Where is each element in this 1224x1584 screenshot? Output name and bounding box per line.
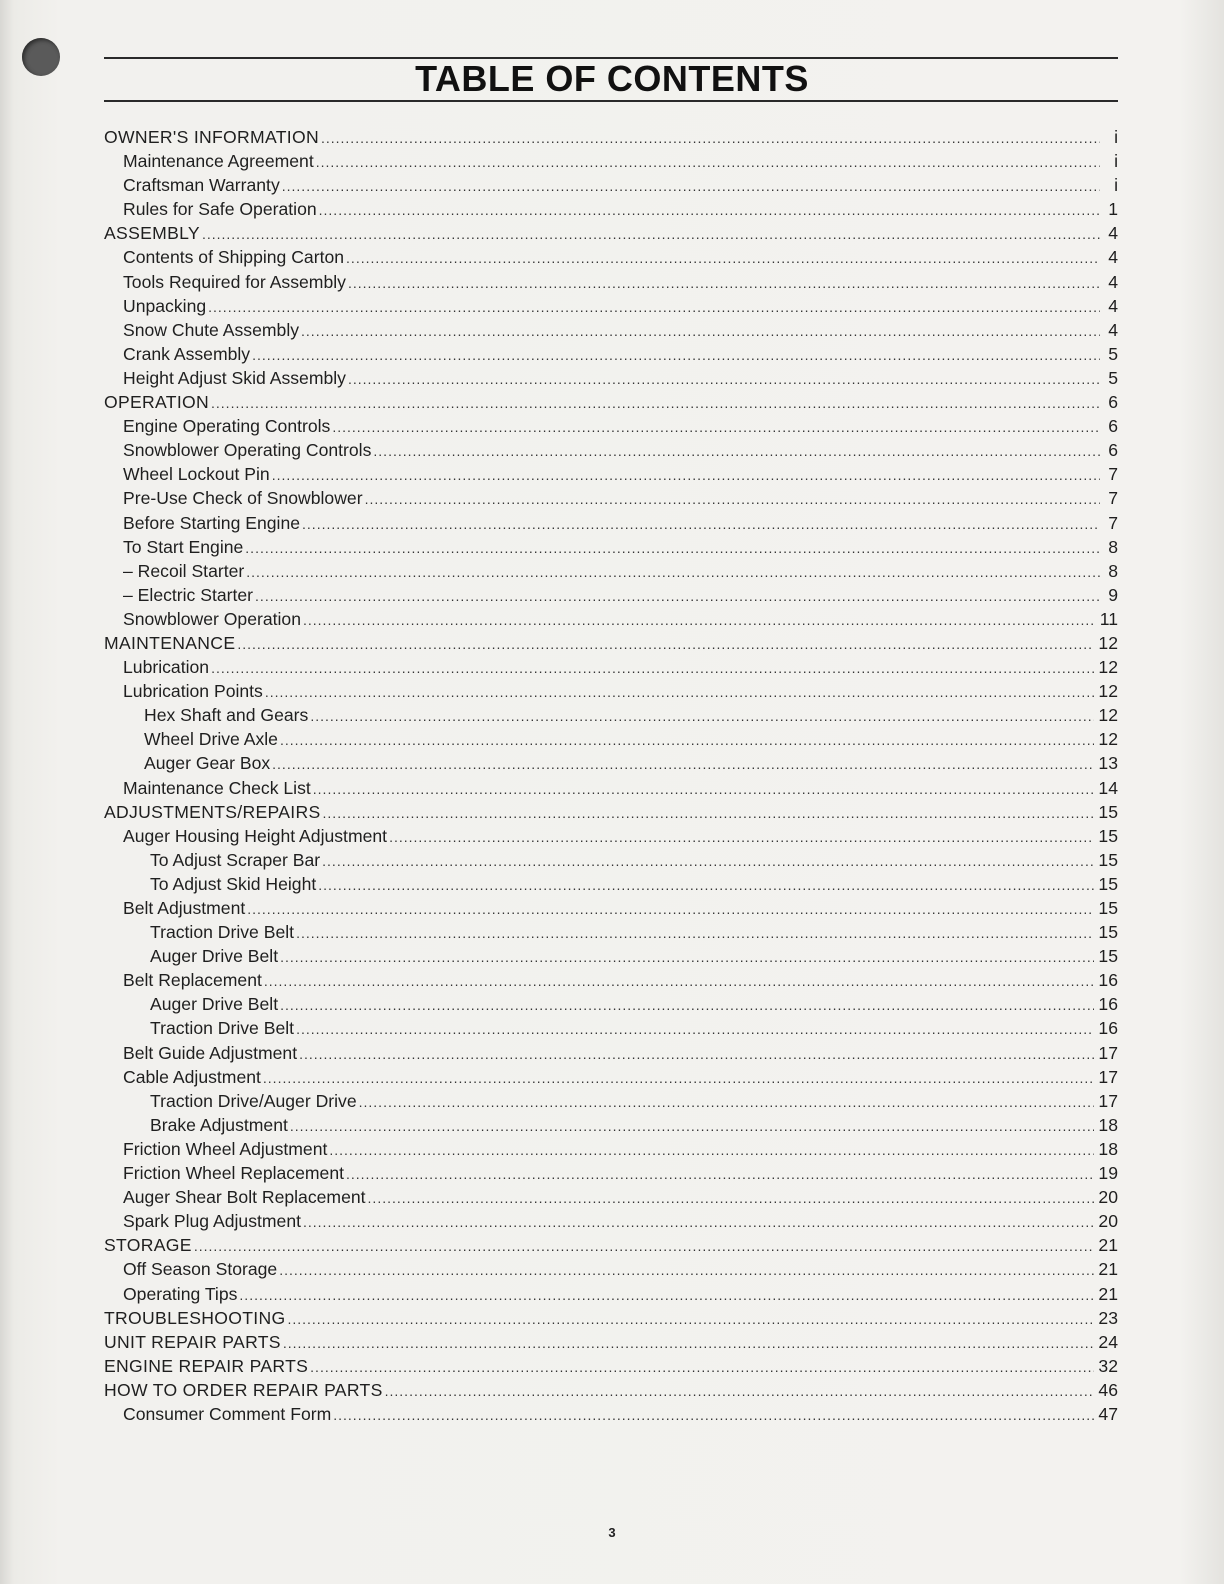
- dot-leader: [237, 632, 1094, 656]
- dot-leader: [272, 463, 1100, 487]
- toc-entry: [104, 703, 1118, 727]
- dot-leader: [299, 1042, 1094, 1066]
- toc-entry-page: i: [1114, 151, 1118, 172]
- toc-entry-page: 12: [1098, 632, 1118, 653]
- toc-entry-label: Pre-Use Check of Snowblower: [123, 488, 363, 509]
- dot-leader: [194, 1234, 1095, 1258]
- toc-entry: [104, 1282, 1118, 1306]
- dot-leader: [321, 126, 1100, 150]
- toc-entry-label: Lubrication: [123, 657, 210, 678]
- toc-entry: [104, 1113, 1118, 1137]
- toc-entry: [104, 583, 1118, 607]
- toc-entry: [104, 511, 1118, 535]
- dot-leader: [333, 1403, 1094, 1427]
- toc-entry: [104, 679, 1118, 703]
- toc-entry-label: Maintenance Check List: [123, 777, 311, 798]
- toc-entry-page: 12: [1098, 705, 1118, 726]
- toc-entry-page: 4: [1108, 271, 1118, 292]
- toc-entry: [104, 438, 1118, 462]
- toc-entry-label: Friction Wheel Adjustment: [123, 1138, 328, 1159]
- toc-entry-page: i: [1114, 127, 1118, 147]
- toc-entry-label: STORAGE: [104, 1235, 192, 1256]
- toc-entry: [104, 992, 1118, 1016]
- toc-entry-label: Hex Shaft and Gears: [144, 705, 309, 726]
- toc-entry-label: HOW TO ORDER REPAIR PARTS: [104, 1379, 383, 1400]
- toc-entry: [104, 462, 1118, 486]
- toc-entry-label: ADJUSTMENTS/REPAIRS: [104, 801, 321, 822]
- toc-entry: [104, 800, 1118, 824]
- dot-leader: [245, 536, 1100, 560]
- toc-entry: [104, 221, 1118, 245]
- toc-entry-page: 20: [1098, 1187, 1118, 1208]
- toc-entry-page: 15: [1098, 898, 1118, 918]
- dot-leader: [319, 198, 1100, 222]
- toc-entry-label: Traction Drive Belt: [150, 1018, 295, 1039]
- dot-leader: [310, 1355, 1094, 1379]
- toc-entry-label: OPERATION: [104, 392, 210, 413]
- toc-entry-label: Maintenance Agreement: [123, 151, 314, 172]
- toc-entry-label: Friction Wheel Replacement: [123, 1163, 344, 1184]
- dot-leader: [301, 319, 1100, 343]
- toc-entry: [104, 607, 1118, 631]
- toc-entry-page: 32: [1098, 1355, 1118, 1376]
- toc-entry: [104, 968, 1118, 992]
- title-bottom-rule: [104, 100, 1118, 102]
- toc-entry-page: 46: [1098, 1379, 1118, 1400]
- toc-entry-label: Belt Replacement: [123, 970, 262, 991]
- dot-leader: [280, 728, 1094, 752]
- toc-entry-label: UNIT REPAIR PARTS: [104, 1331, 281, 1352]
- toc-entry-page: 1: [1108, 199, 1118, 220]
- dot-leader: [296, 1017, 1094, 1041]
- dot-leader: [282, 174, 1100, 198]
- dot-leader: [346, 246, 1100, 270]
- toc-entry-page: 5: [1108, 343, 1118, 364]
- toc-entry-page: i: [1114, 175, 1118, 196]
- toc-entry-label: Snow Chute Assembly: [123, 319, 300, 340]
- toc-entry-page: 7: [1108, 488, 1118, 509]
- toc-entry-label: Engine Operating Controls: [123, 416, 331, 437]
- toc-entry-label: OWNER'S INFORMATION: [104, 127, 319, 147]
- toc-entry-page: 17: [1098, 1090, 1118, 1111]
- toc-entry: [104, 197, 1118, 221]
- toc-entry-page: 15: [1098, 946, 1118, 967]
- dot-leader: [263, 1066, 1095, 1090]
- toc-entry-label: ENGINE REPAIR PARTS: [104, 1355, 309, 1376]
- toc-entry-page: 19: [1098, 1163, 1118, 1184]
- toc-entry: [104, 1378, 1118, 1402]
- dot-leader: [211, 656, 1094, 680]
- toc-entry: [104, 125, 1118, 149]
- dot-leader: [385, 1379, 1095, 1403]
- toc-entry-page: 4: [1108, 247, 1118, 268]
- toc-entry-page: 24: [1098, 1331, 1118, 1352]
- toc-entry-page: 4: [1108, 223, 1118, 244]
- toc-entry-label: Craftsman Warranty: [123, 175, 280, 196]
- dot-leader: [246, 560, 1100, 584]
- toc-entry: [104, 848, 1118, 872]
- toc-entry-page: 14: [1098, 777, 1118, 798]
- toc-entry-page: 15: [1098, 849, 1118, 870]
- toc-entry: [104, 366, 1118, 390]
- toc-entry-page: 4: [1108, 319, 1118, 340]
- toc-entry: [104, 776, 1118, 800]
- toc-entry-page: 8: [1108, 560, 1118, 581]
- toc-entry-label: Auger Shear Bolt Replacement: [123, 1187, 366, 1208]
- toc-entry: [104, 1016, 1118, 1040]
- toc-entry: [104, 294, 1118, 318]
- toc-entry-label: Auger Housing Height Adjustment: [123, 825, 388, 846]
- dot-leader: [303, 1210, 1094, 1234]
- toc-entry: [104, 1041, 1118, 1065]
- toc-entry: [104, 920, 1118, 944]
- toc-entry: [104, 944, 1118, 968]
- toc-entry-page: 6: [1108, 440, 1118, 461]
- toc-entry: [104, 390, 1118, 414]
- toc-entry-page: 47: [1098, 1403, 1118, 1424]
- toc-entry: [104, 1233, 1118, 1257]
- toc-entry-label: Belt Adjustment: [123, 898, 246, 918]
- dot-leader: [348, 271, 1100, 295]
- toc-entry-page: 21: [1098, 1283, 1118, 1304]
- toc-entry: [104, 414, 1118, 438]
- toc-entry-page: 12: [1098, 657, 1118, 678]
- toc-entry: [104, 896, 1118, 920]
- toc-entry-page: 21: [1098, 1259, 1118, 1280]
- toc-entry-page: 20: [1098, 1211, 1118, 1232]
- toc-entry-label: Contents of Shipping Carton: [123, 247, 345, 268]
- toc-entry-page: 13: [1098, 753, 1118, 774]
- toc-entry-page: 15: [1098, 801, 1118, 822]
- toc-entry-label: Spark Plug Adjustment: [123, 1211, 301, 1232]
- dot-leader: [368, 1186, 1095, 1210]
- dot-leader: [389, 825, 1094, 849]
- toc-entry: [104, 318, 1118, 342]
- toc-entry-page: 8: [1108, 536, 1118, 557]
- toc-entry: [104, 559, 1118, 583]
- page-title: TABLE OF CONTENTS: [415, 58, 809, 99]
- table-of-contents: [104, 125, 1118, 1426]
- dot-leader: [279, 1258, 1094, 1282]
- toc-entry-label: – Electric Starter: [123, 584, 254, 605]
- toc-entry-page: 16: [1098, 970, 1118, 991]
- toc-entry-label: Cable Adjustment: [123, 1066, 261, 1087]
- toc-entry: [104, 270, 1118, 294]
- toc-entry: [104, 1306, 1118, 1330]
- toc-entry-page: 16: [1098, 994, 1118, 1015]
- dot-leader: [280, 945, 1094, 969]
- toc-entry-label: – Recoil Starter: [123, 560, 245, 581]
- toc-entry-page: 18: [1098, 1138, 1118, 1159]
- toc-entry-page: 11: [1099, 608, 1118, 629]
- toc-entry-page: 15: [1098, 873, 1118, 894]
- toc-entry: [104, 1161, 1118, 1185]
- dot-leader: [329, 1138, 1094, 1162]
- dot-leader: [264, 969, 1095, 993]
- toc-entry-page: 6: [1108, 392, 1118, 413]
- toc-entry: [104, 173, 1118, 197]
- toc-entry-label: Auger Drive Belt: [150, 994, 279, 1015]
- dot-leader: [373, 439, 1100, 463]
- toc-entry-label: TROUBLESHOOTING: [104, 1307, 286, 1328]
- dot-leader: [313, 777, 1095, 801]
- toc-entry-label: To Start Engine: [123, 536, 244, 557]
- toc-entry-label: To Adjust Skid Height: [150, 873, 317, 894]
- toc-entry-page: 15: [1098, 922, 1118, 943]
- toc-entry-page: 9: [1108, 584, 1118, 605]
- dot-leader: [348, 367, 1100, 391]
- toc-entry-page: 7: [1108, 512, 1118, 533]
- toc-entry: [104, 1185, 1118, 1209]
- dot-leader: [346, 1162, 1094, 1186]
- dot-leader: [211, 391, 1100, 415]
- toc-entry-page: 12: [1098, 681, 1118, 702]
- dot-leader: [247, 897, 1094, 921]
- dot-leader: [322, 849, 1094, 873]
- toc-entry-label: Before Starting Engine: [123, 512, 301, 533]
- toc-entry-page: 17: [1098, 1066, 1118, 1087]
- toc-entry-page: 17: [1098, 1042, 1118, 1063]
- toc-entry: [104, 1065, 1118, 1089]
- dot-leader: [296, 921, 1094, 945]
- toc-entry: [104, 1354, 1118, 1378]
- toc-entry-page: 5: [1108, 367, 1118, 388]
- toc-entry-label: Auger Gear Box: [144, 753, 271, 774]
- dot-leader: [316, 150, 1100, 174]
- toc-entry-label: Belt Guide Adjustment: [123, 1042, 298, 1063]
- toc-entry-label: Traction Drive Belt: [150, 922, 295, 943]
- toc-entry-label: Lubrication Points: [123, 681, 263, 702]
- toc-entry: [104, 149, 1118, 173]
- toc-entry-label: MAINTENANCE: [104, 632, 236, 653]
- toc-entry-label: Crank Assembly: [123, 343, 251, 364]
- toc-entry-page: 7: [1108, 464, 1118, 485]
- toc-entry: [104, 872, 1118, 896]
- toc-entry: [104, 1137, 1118, 1161]
- toc-entry-page: 23: [1098, 1307, 1118, 1328]
- toc-entry-page: 21: [1098, 1235, 1118, 1256]
- dot-leader: [332, 415, 1100, 439]
- toc-entry-label: Rules for Safe Operation: [123, 199, 317, 220]
- toc-entry: [104, 631, 1118, 655]
- toc-entry: [104, 245, 1118, 269]
- toc-entry: [104, 1402, 1118, 1426]
- toc-entry: [104, 655, 1118, 679]
- dot-leader: [283, 1331, 1095, 1355]
- dot-leader: [365, 487, 1100, 511]
- toc-entry-page: 16: [1098, 1018, 1118, 1039]
- toc-entry-label: Height Adjust Skid Assembly: [123, 367, 346, 388]
- toc-entry: [104, 535, 1118, 559]
- dot-leader: [272, 752, 1094, 776]
- toc-entry-page: 12: [1098, 729, 1118, 750]
- dot-leader: [252, 343, 1100, 367]
- toc-entry-label: Tools Required for Assembly: [123, 271, 346, 292]
- toc-entry-label: Brake Adjustment: [150, 1114, 288, 1135]
- dot-leader: [290, 1114, 1095, 1138]
- toc-entry-label: To Adjust Scraper Bar: [150, 849, 321, 870]
- toc-entry: [104, 727, 1118, 751]
- dot-leader: [323, 801, 1095, 825]
- toc-entry-label: Snowblower Operation: [123, 608, 301, 629]
- toc-entry-page: 18: [1098, 1114, 1118, 1135]
- toc-entry: [104, 1257, 1118, 1281]
- toc-entry-label: Wheel Lockout Pin: [123, 464, 270, 485]
- dot-leader: [255, 584, 1100, 608]
- dot-leader: [239, 1283, 1094, 1307]
- dot-leader: [202, 222, 1100, 246]
- toc-entry: [104, 486, 1118, 510]
- toc-entry: [104, 342, 1118, 366]
- toc-entry: [104, 1209, 1118, 1233]
- toc-entry-page: 6: [1108, 416, 1118, 437]
- toc-entry: [104, 1330, 1118, 1354]
- toc-entry-label: Wheel Drive Axle: [144, 729, 278, 750]
- dot-leader: [287, 1307, 1094, 1331]
- dot-leader: [359, 1090, 1095, 1114]
- dot-leader: [280, 993, 1094, 1017]
- toc-entry-label: Unpacking: [123, 295, 207, 316]
- dot-leader: [310, 704, 1094, 728]
- dot-leader: [302, 512, 1100, 536]
- dot-leader: [318, 873, 1094, 897]
- toc-entry: [104, 824, 1118, 848]
- dot-leader: [303, 608, 1096, 632]
- toc-entry: [104, 751, 1118, 775]
- page-number: 3: [608, 1525, 616, 1540]
- toc-entry-label: Snowblower Operating Controls: [123, 440, 372, 461]
- dot-leader: [265, 680, 1095, 704]
- toc-entry-label: Traction Drive/Auger Drive: [150, 1090, 357, 1111]
- toc-entry-label: ASSEMBLY: [104, 223, 200, 244]
- toc-entry-label: Off Season Storage: [123, 1259, 278, 1280]
- toc-entry-page: 15: [1098, 825, 1118, 846]
- toc-entry-page: 4: [1108, 295, 1118, 316]
- toc-entry-label: Operating Tips: [123, 1283, 238, 1304]
- toc-entry-label: Auger Drive Belt: [150, 946, 279, 967]
- dot-leader: [208, 295, 1100, 319]
- toc-entry: [104, 1089, 1118, 1113]
- toc-entry-label: Consumer Comment Form: [123, 1403, 332, 1424]
